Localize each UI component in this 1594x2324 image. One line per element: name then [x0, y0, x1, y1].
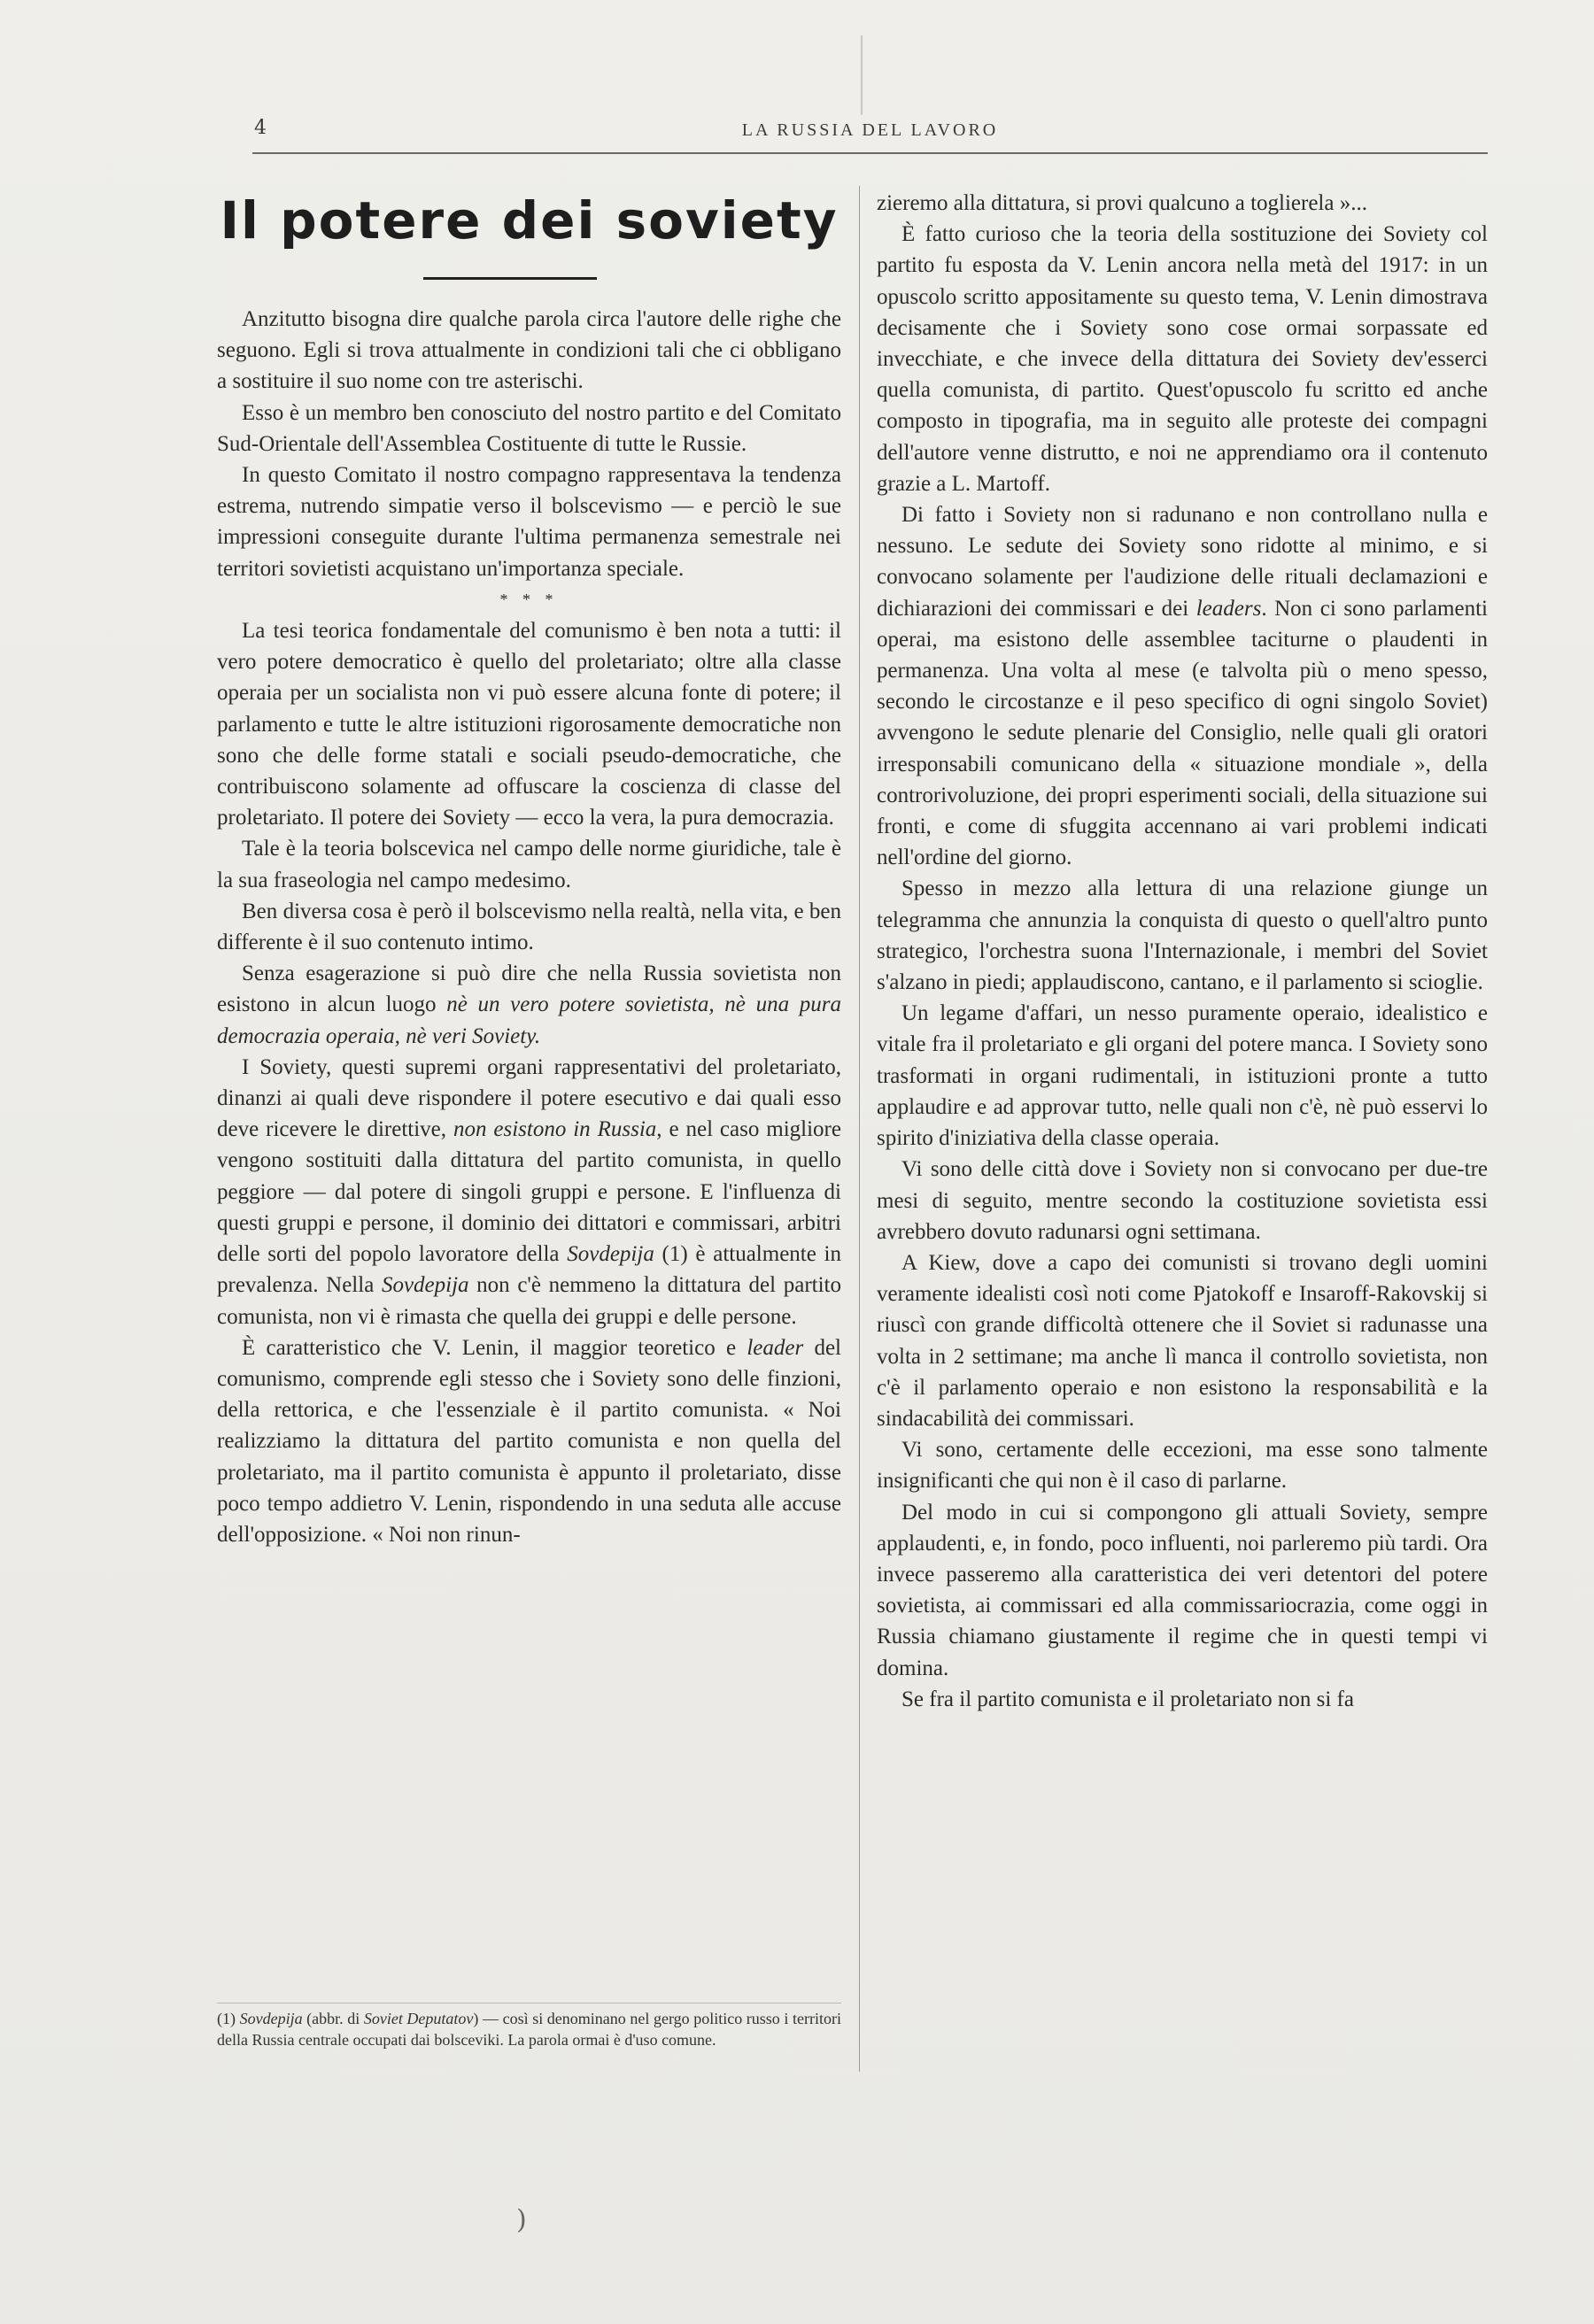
- paragraph: La tesi teorica fondamentale del comunismo è ben nota a tutti: il vero potere democratico è quello del proletariato; oltre alla classe operaia per un socialista non vi può essere alcuna fonte di potere; il parlamento e tutte le altre istituzioni rigorosamente democratiche non sono che delle forme statali e sociali pseudo-democratiche, che contribuiscono solamente ad offuscare la coscienza di classe del proletariato. Il potere dei Soviety — ecco la vera, la pura democrazia.: [217, 619, 841, 830]
- paragraph: [217, 1052, 841, 1332]
- text: Senza esagerazione si può dire che nella Russia sovietista non esistono in alcun luogo: [217, 961, 841, 1017]
- paragraph: Vi sono delle città dove i Soviety non si convocano per due-tre mesi di seguito, mentre secondo la costituzione sovietista essi avrebbero dovuto radunarsi ogni settimana.: [877, 1157, 1488, 1244]
- footnote-rule: [217, 2003, 841, 2004]
- section-asterisks: * * *: [499, 590, 559, 608]
- stray-mark: ): [516, 2204, 527, 2235]
- paragraph: È fatto curioso che la teoria della sostituzione dei Soviety col partito fu esposta da V. Lenin ancora nella metà del 1917: in un opuscolo scritto appositamente su questo tema, V. Lenin dimostrava decisamente che i Soviety sono cose ormai sorpassate ed invecchiate, e che invece della dittatura dei Soviety dev'esserci quella comunista, di partito. Quest'opuscolo fu scritto ed anche composto in tipografia, ma in seguito alle proteste dei compagni dell'autore venne distrutto, e noi ne apprendiamo ora il contenuto grazie a L. Martoff.: [877, 222, 1488, 496]
- text: . Non ci sono parlamenti operai, ma esistono delle assemblee taciturne o plaudenti in permanenza. Una volta al mese (e talvolta più o meno spesso, secondo le circostanze e il peso specifico di ogni singolo Soviet) avvengono le sedute plenarie del Consiglio, nelle quali gli oratori irresponsabili comunicano della « situazione mondiale », della controrivoluzione, dei propri esperimenti sociali, della situazione sui fronti, e come di sfuggita accennano ai vari problemi indicati nell'ordine del giorno.: [877, 596, 1488, 870]
- footnote: [217, 2008, 841, 2050]
- text: , e nel caso migliore vengono sostituiti dalla dittatura del partito comunista, in quello peggiore — dal potere di singoli gruppi e persone. E l'influenza di questi gruppi e persone, il dominio dei dittatori e commissari, arbitri delle sorti del popolo lavoratore della: [217, 1117, 841, 1267]
- paragraph: [217, 1332, 841, 1550]
- text: ) — così si denominano nel gergo politico russo i territori della Russia centrale occupati dai bolsceviki. La parola ormai è d'uso comune.: [217, 2010, 841, 2049]
- crease-mark: [861, 35, 863, 115]
- paragraph: [217, 958, 841, 1052]
- column-divider: [859, 186, 860, 2072]
- text: È caratteristico che V. Lenin, il maggior teoretico e: [242, 1335, 747, 1360]
- paragraph: [877, 499, 1488, 873]
- text: (abbr. di: [302, 2010, 364, 2027]
- paragraph: Se fra il partito comunista e il proletariato non si fa: [901, 1687, 1354, 1711]
- text: (1) è attualmente in prevalenza. Nella: [217, 1242, 841, 1298]
- footnote-marker: (1): [217, 2010, 240, 2027]
- paragraph: In questo Comitato il nostro compagno rappresentava la tendenza estrema, nutrendo simpatie verso il bolscevismo — e perciò le sue impressioni conseguite durante l'ultima permanenza semestrale nei territori sovietisti acquistano un'importanza speciale.: [217, 463, 841, 581]
- emphasis: leaders: [1196, 596, 1262, 621]
- emphasis: non esistono in Russia: [453, 1117, 657, 1142]
- paragraph: Anzitutto bisogna dire qualche parola circa l'autore delle righe che seguono. Egli si trova attualmente in condizioni tali che ci obbligano a sostituire il suo nome con tre asterischi.: [217, 307, 841, 394]
- paragraph: A Kiew, dove a capo dei comunisti si trovano degli uomini veramente idealisti così noti come Pjatokoff e Insaroff-Rakovskij si riuscì con grande difficoltà ottenere che il Soviet si radunasse una volta in 2 settimane; ma anche lì manca il controllo sovietista, non c'è il parlamento operaio e non esistono la responsabilità e la sindacabilità dei commissari.: [877, 1250, 1488, 1431]
- paragraph: zieremo alla dittatura, si provi qualcuno a toglierela »...: [877, 191, 1367, 215]
- emphasis: nè un vero potere sovietista, nè una pura democrazia operaia, nè veri Soviety.: [217, 992, 841, 1048]
- paragraph: Spesso in mezzo alla lettura di una relazione giunge un telegramma che annunzia la conquista di questo o quell'altro punto strategico, l'orchestra suona l'Internazionale, i membri del Soviet s'alzano in piedi; applaudiscono, cantano, e il parlamento si scioglie.: [877, 876, 1488, 995]
- paragraph: Ben diversa cosa è però il bolscevismo nella realtà, nella vita, e ben differente è il suo contenuto intimo.: [217, 899, 841, 955]
- text: Di fatto i Soviety non si radunano e non controllano nulla e nessuno. Le sedute dei Soviety sono ridotte al minimo, e si convocano solamente per l'audizione delle rituali declamazioni e dichiarazioni dei commissari e dei: [877, 503, 1488, 621]
- right-column: [877, 188, 1488, 1715]
- left-column: [217, 304, 841, 1550]
- page-number: 4: [254, 117, 267, 139]
- text: non c'è nemmeno la dittatura del partito comunista, non vi è rimasta che quella dei gruppi e delle persone.: [217, 1273, 841, 1329]
- paragraph: Tale è la teoria bolscevica nel campo delle norme giuridiche, tale è la sua fraseologia nel campo medesimo.: [217, 837, 841, 892]
- emphasis: Sovdepija: [239, 2010, 303, 2027]
- emphasis: Soviet Deputatov: [363, 2010, 474, 2027]
- paragraph: Un legame d'affari, un nesso puramente operaio, idealistico e vitale fra il proletariato e gli organi del potere manca. I Soviety sono trasformati in organi rudimentali, in istituzioni pronte a tutto applaudire e ad approvar tutto, nelle quali non c'è, nè può esservi lo spirito d'iniziativa della classe operaia.: [877, 1001, 1488, 1151]
- emphasis: Sovdepija: [381, 1273, 469, 1298]
- page-header: [252, 117, 1488, 154]
- running-title: LA RUSSIA DEL LAVORO: [741, 120, 999, 140]
- emphasis: Sovdepija: [567, 1242, 654, 1267]
- paragraph: Del modo in cui si compongono gli attuali Soviety, sempre applaudenti, e, in fondo, poco influenti, noi parleremo più tardi. Ora invece passeremo alla caratteristica dei veri detentori del potere sovietista, ai commissari ed alla commissariocrazia, come oggi in Russia chiamano giustamente il regime che in questi tempi vi domina.: [877, 1500, 1488, 1680]
- article-title: Il potere dei soviety: [220, 190, 839, 251]
- text: del comunismo, comprende egli stesso che i Soviety sono delle finzioni, della rettorica, e che l'essenziale è il partito comunista. « Noi realizziamo la dittatura del partito comunista e non quella del proletariato, ma il partito comunista è appunto il proletariato, disse poco tempo addietro V. Lenin, rispondendo in una seduta alle accuse dell'opposizione. « Noi non rinun-: [217, 1335, 842, 1547]
- paragraph: Vi sono, certamente delle eccezioni, ma esse sono talmente insignificanti che qui non è il caso di parlarne.: [877, 1438, 1488, 1494]
- paragraph: Esso è un membro ben conosciuto del nostro partito e del Comitato Sud-Orientale dell'Assemblea Costituente di tutte le Russie.: [217, 400, 841, 456]
- title-rule: [423, 277, 597, 280]
- emphasis: leader: [747, 1335, 804, 1360]
- text: I Soviety, questi supremi organi rappresentativi del proletariato, dinanzi ai quali deve rispondere il potere esecutivo e dai quali esso deve ricevere le direttive,: [217, 1054, 841, 1142]
